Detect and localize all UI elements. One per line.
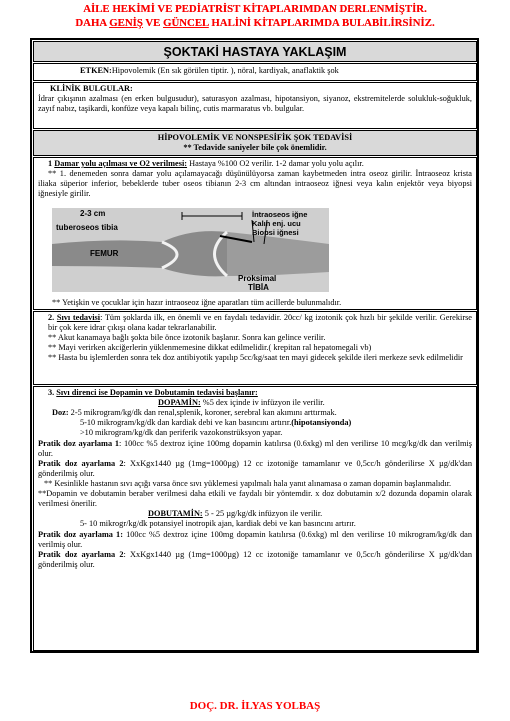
practical-1-label: Pratik doz ayarlama 1 [38, 438, 119, 448]
dob-practical-2-text: : XxKgx1440 µg (1mg=1000µg) 12 cc izotoniğe tamamlanır ve 0,5cc/h gönderilirse X µg/dk'dan gönderilmiş olur. [38, 549, 472, 569]
klinik-section [33, 82, 477, 129]
dose-line-2 [38, 418, 472, 428]
klinik-text: İdrar çıkışının azalması (en erken bulgusudur), saturasyon azalması, hipotansiyon, siyanoz, ekstremitelerde solukluk-soğukluk, zayıf nabız, taşikardi, konfüze veya kapalı bilinç, cutis marmaratus vb. bulgular. [38, 94, 472, 114]
klinik-heading: KLİNİK BULGULAR: [50, 84, 133, 93]
dose-label: Doz: [52, 408, 69, 418]
dobutamin-label: DOBUTAMİN: [148, 509, 203, 519]
s2-note-3: ** Hasta bu işlemlerden sonra tek doz antibiyotik yapılıp 5cc/kg/saat ten mayi gidecek şekilde ileri merkeze sevk edilmelidir [48, 353, 463, 363]
s3-note-1: ** Kesinlikle hastanın sıvı açığı varsa önce sıvı yüklemesi yapılmalı hala yanıt alınamasa o zaman dopamin başlanmalıdır. [44, 478, 452, 488]
s1-title: Damar yolu açılması ve O2 verilmesi: [54, 159, 188, 168]
treatment-header [33, 130, 477, 156]
header-banner [0, 2, 510, 30]
s3-num: 3. [48, 388, 57, 397]
section-3 [33, 386, 477, 651]
figure-needle2-label: Kalın enj. ucu [252, 219, 301, 228]
banner-line-2 [0, 16, 510, 30]
dose-line-1 [38, 408, 472, 418]
figure-femur-label: FEMUR [90, 249, 119, 258]
figure-prox1-label: Proksimal [238, 274, 277, 283]
dob-practical-1-text: 100cc %5 dextroz içine 100mg dopamin katılırsa (0.6xkg) ml den verilirse 10 mikrogram/kg/dk dan verilmiş olur. [38, 529, 472, 549]
practical-2 [38, 459, 472, 479]
s1-num: 1 [48, 159, 55, 168]
dobutamin-line [38, 509, 472, 519]
dose-text-2-bold: (hipotansiyonda) [291, 418, 352, 428]
intraosseous-figure [52, 208, 329, 292]
practical-1-text: : 100cc %5 dextroz içine 100mg dopamin katılırsa (0.6xkg) ml den verilirse 10 mcg/kg/dk dan verilmiş olur. [38, 438, 472, 458]
author-footer: DOÇ. DR. İLYAS YOLBAŞ [189, 700, 321, 712]
s2-num: 2. [48, 313, 57, 322]
s2-paragraph [38, 313, 472, 333]
banner-text: VE [142, 17, 164, 30]
practical-1 [38, 439, 472, 459]
etken-section [33, 63, 477, 81]
figure-needle3-label: Biopsi iğnesi [252, 228, 299, 237]
section-2 [33, 311, 477, 385]
section-1 [33, 157, 477, 310]
figure-prox2-label: TİBİA [248, 283, 269, 292]
s2-note-1: ** Akut kanamaya bağlı şokta bile önce izotonik başlanır. Sonra kan gelince verilir. [48, 333, 326, 343]
s1-note: ** Yetişkin ve çocuklar için hazır intraoseoz iğne aparatları tüm acillerde bulunmalıdır. [52, 298, 342, 307]
s1-text2: ** 1. denemeden sonra damar yolu açılamayacağı düşünülüyorsa zaman kaybetmeden intra oseoz girilir. İntraoseoz krista iliaka süperior inferior, bebeklerde tuber oseos tibianın 2-3 cm altından intraoseoz iğnesi veya kalın enjektör veya biyopsi iğnesiyle girilir. [38, 169, 472, 199]
dose-line-3: >10 mikrogram/kg/dk dan periferik vazokonstrüksyon yapar. [80, 428, 283, 438]
dobutamin-dose: 5- 10 mikrogr/kg/dk potansiyel inotropik ajan, kardiak debi ve kan basıncını artırır. [80, 519, 356, 529]
s2-note-2: ** Mayi verirken akciğerlerin yüklenmemesine dikkat edilmelidir.( krepitan ral hepatomegali vb) [48, 343, 372, 353]
dopamin-label: DOPAMİN: [158, 398, 201, 408]
practical-2-label: Pratik doz ayarlama 2 [38, 458, 124, 468]
banner-underlined: GÜNCEL [163, 17, 209, 30]
treatment-heading: HİPOVOLEMİK VE NONSPESİFİK ŞOK TEDAVİSİ [157, 133, 353, 142]
dob-practical-1 [38, 530, 472, 550]
s3-title: Sıvı direnci ise Dopamin ve Dobutamin tedavisi başlanır: [56, 388, 258, 397]
s1-paragraph [38, 159, 472, 169]
s2-title: Sıvı tedavisi [56, 313, 101, 322]
etken-text: Hipovolemik (En sık görülen tiptir. ), nöral, kardiyak, anaflaktik şok [111, 66, 339, 75]
dob-practical-2-label: Pratik doz ayarlama 2 [38, 549, 124, 559]
dobutamin-text: 5 - 25 µg/kg/dk infüzyon ile verilir. [202, 509, 323, 519]
banner-text: DAHA [75, 17, 110, 30]
etken-label: ETKEN: [80, 66, 112, 75]
dose-text-1: 2-5 mikrogram/kg/dk dan renal,splenik, koroner, serebral kan akımını arttırmak. [68, 408, 337, 418]
figure-needle1-label: İntraoseos iğne [252, 210, 308, 219]
figure-tub-label: tuberoseos tibia [56, 223, 118, 232]
banner-text: HALİNİ KİTAPLARIMDA BULABİLİRSİNİZ. [208, 17, 435, 30]
page-title: ŞOKTAKİ HASTAYA YAKLAŞIM [33, 41, 477, 62]
dopamin-line [38, 398, 472, 408]
banner-underlined: GENİŞ [109, 17, 143, 30]
figure-dist-label: 2-3 cm [80, 209, 106, 218]
s3-heading [38, 388, 472, 398]
dob-practical-2 [38, 550, 472, 570]
s2-text: : Tüm şoklarda ilk, en önemli ve en faydalı tedavidir. 20cc/ kg izotonik çok hızlı bir şekilde verilir. Gerekirse bir çok kere idrar çıkışı olana kadar tekrarlanabilir. [48, 313, 472, 333]
dopamin-text: %5 dex içinde iv infüzyon ile verilir. [200, 398, 325, 408]
banner-line-1: AİLE HEKİMİ VE PEDİATRİST KİTAPLARIMDAN DERLENMİŞTİR. [83, 3, 427, 15]
s1-text1: Hastaya %100 O2 verilir. 1-2 damar yolu yolu açılır. [187, 159, 364, 168]
s3-note-2: **Dopamin ve dobutamin beraber verilmesi daha etkili ve faydalı bir yöntemdir. x doz dobutamin x/2 dozunda dopamin olarak verilmesi önerilir. [38, 489, 472, 509]
dose-text-2: 5-10 mikrogram/kg/dk dan kardiak debi ve kan basıncını artırır. [80, 418, 292, 428]
treatment-sub: ** Tedavide saniyeler bile çok önemlidir. [183, 143, 327, 153]
dob-practical-1-label: Pratik doz ayarlama 1: [38, 529, 123, 539]
practical-2-text: : XxKgx1440 µg (1mg=1000µg) 12 cc izotoniğe tamamlanır ve 0,5cc/h gönderilirse X µg/dk'dan gönderilmiş olur. [38, 458, 472, 478]
